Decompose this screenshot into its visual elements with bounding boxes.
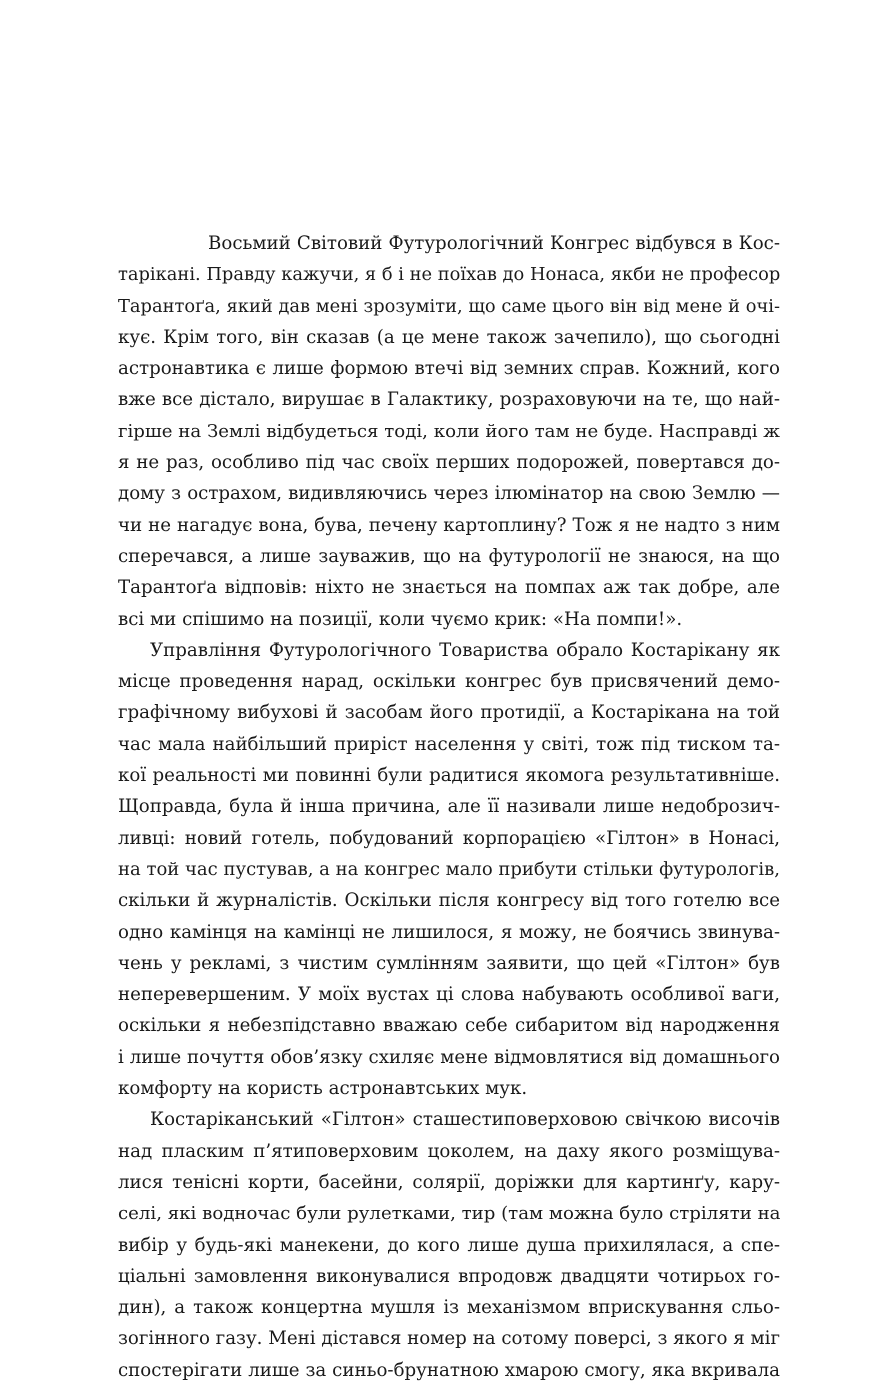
text-line: на той час пустував, а на конгрес мало прибути стільки футурологів, — [118, 858, 780, 880]
text-line: я не раз, особливо під час своїх перших подорожей, повертався до- — [118, 452, 780, 474]
text-line: дому з острахом, видивляючись через ілюмінатор на свою Землю — — [118, 483, 780, 505]
text-line: час мала найбільший приріст населення у світі, тож під тиском та- — [118, 733, 780, 755]
text-line: комфорту на користь астронавтських мук. — [118, 1078, 528, 1100]
text-line: чи не нагадує вона, бува, печену картоплину? Тож я не надто з ним — [118, 514, 780, 536]
text-line: гірше на Землі відбудеться тоді, коли його там не буде. Насправді ж — [118, 420, 780, 442]
text-line: Тарантоґа, який дав мені зрозуміти, що саме цього він від мене й очі- — [118, 295, 780, 317]
text-line: над пласким п’ятиповерховим цоколем, на даху якого розміщува- — [118, 1140, 780, 1162]
text-line: ціальні замовлення виконувалися впродовж двадцяти чотирьох го- — [118, 1265, 780, 1287]
text-line: Тарантоґа відповів: ніхто не знається на помпах аж так добре, але — [118, 577, 780, 599]
text-line: кує. Крім того, він сказав (а це мене також зачепило), що сьогодні — [118, 326, 780, 348]
text-line: астронавтика є лише формою втечі від земних справ. Кожний, кого — [118, 358, 780, 380]
text-line: місце проведення нарад, оскільки конгрес був присвячений демо- — [118, 671, 780, 693]
text-line: графічному вибухові й засобам його протидії, а Костарікана на той — [118, 702, 780, 724]
text-line: вже все дістало, вирушає в Галактику, розраховуючи на те, що най- — [118, 389, 780, 411]
text-line: Восьмий Світовий Футурологічний Конгрес відбувся в Кос- — [208, 233, 780, 254]
text-line: дин), а також концертна мушля із механізмом вприскування сльо- — [118, 1297, 780, 1319]
text-line: селі, які водночас були рулетками, тир (там можна було стріляти на — [118, 1203, 781, 1225]
text-line: всі ми спішимо на позиції, коли чуємо крик: «На помпи!». — [118, 608, 683, 630]
text-line: кої реальності ми повинні були радитися якомога результативніше. — [118, 765, 780, 787]
body-text — [118, 228, 780, 1386]
text-line: скільки й журналістів. Оскільки після конгресу від того готелю все — [118, 890, 780, 912]
text-line: лися тенісні корти, басейни, солярії, доріжки для картинґу, кару- — [118, 1171, 780, 1193]
text-line: оскільки я небезпідставно вважаю себе сибаритом від народження — [118, 1015, 780, 1037]
text-line: Управління Футурологічного Товариства обрало Костарікану як — [150, 639, 780, 661]
text-line: і лише почуття обов’язку схиляє мене відмовлятися від домашнього — [118, 1046, 780, 1068]
text-line: сперечався, а лише зауважив, що на футурології не знаюся, на що — [118, 545, 780, 567]
text-line: Щоправда, була й інша причина, але її називали лише недоброзич- — [118, 796, 780, 818]
text-line: одно камінця на камінці не лишилося, я можу, не боячись звинува- — [118, 921, 780, 943]
text-line: зогінного газу. Мені дістався номер на сотому поверсі, з якого я міг — [118, 1328, 780, 1350]
text-line: вибір у будь-які манекени, до кого лише душа прихилялася, а спе- — [118, 1234, 780, 1256]
text-line: неперевершеним. У моїх вустах ці слова набувають особливої ваги, — [118, 984, 780, 1006]
text-line: Костаріканський «Гілтон» сташестиповерховою свічкою височів — [150, 1109, 780, 1131]
text-line: спостерігати лише за синьо-брунатною хмарою смогу, яка вкривала — [118, 1359, 780, 1381]
text-line: чень у рекламі, з чистим сумлінням заявити, що цей «Гілтон» був — [118, 952, 780, 974]
text-line: ливці: новий готель, побудований корпорацією «Гілтон» в Нонасі, — [118, 827, 780, 849]
text-line: тарікані. Правду кажучи, я б і не поїхав до Нонаса, якби не професор — [118, 264, 781, 286]
